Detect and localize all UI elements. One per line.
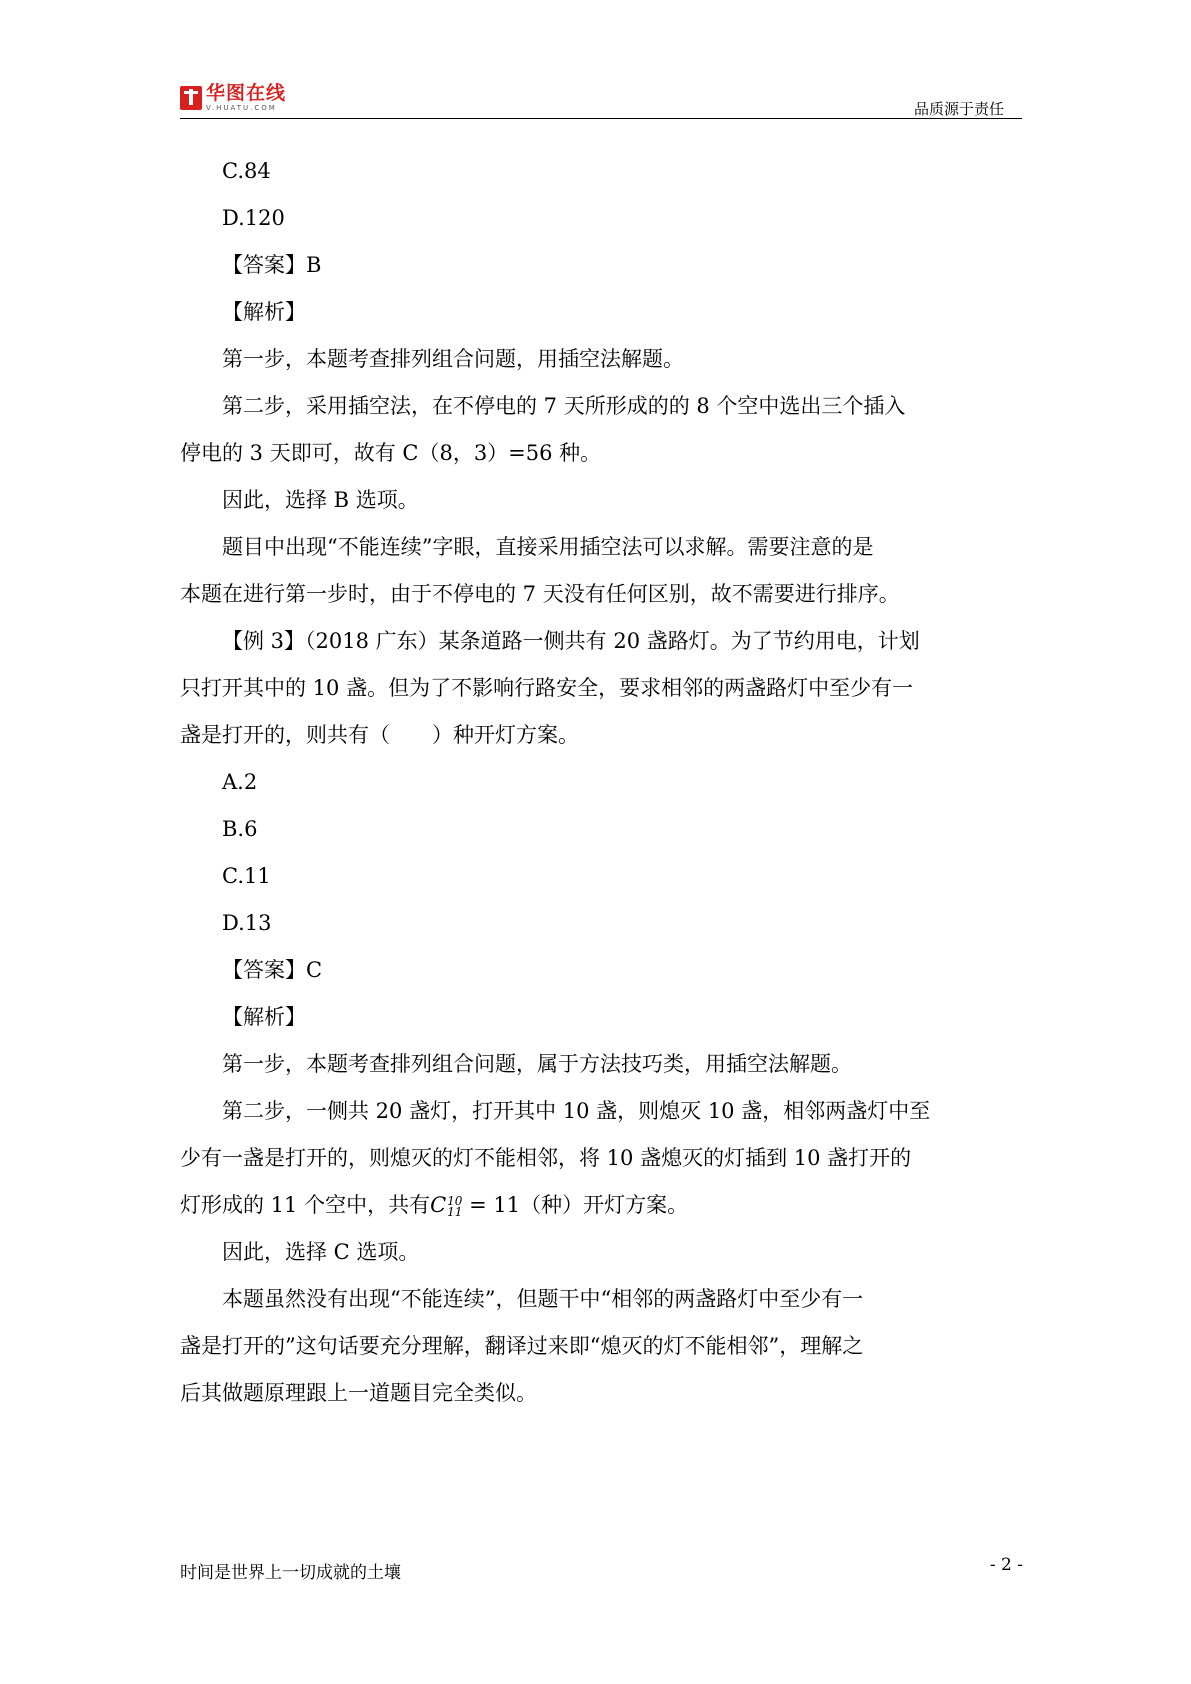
text-line: 第二步，采用插空法，在不停电的 7 天所形成的的 8 个空中选出三个插入 xyxy=(222,394,906,418)
text-line: 少有一盏是打开的，则熄灭的灯不能相邻，将 10 盏熄灭的灯插到 10 盏打开的 xyxy=(180,1146,912,1170)
text-line: 【答案】B xyxy=(222,253,322,277)
document-body xyxy=(180,148,1020,1417)
formula-after: （种）开灯方案。 xyxy=(520,1193,689,1217)
text-line: 因此，选择 B 选项。 xyxy=(222,488,419,512)
text-line: 第一步，本题考查排列组合问题，用插空法解题。 xyxy=(222,347,684,371)
logo-url: V.HUATU.COM xyxy=(206,104,277,112)
option-d: D.13 xyxy=(222,911,272,935)
footer-motto: 时间是世界上一切成就的土壤 xyxy=(180,1563,401,1583)
text-line: 第二步，一侧共 20 盏灯，打开其中 10 盏，则熄灭 10 盏，相邻两盏灯中至 xyxy=(222,1099,931,1123)
logo-name: 华图在线 xyxy=(206,82,287,104)
text-line: D.120 xyxy=(222,206,285,230)
formula-before: 灯形成的 11 个空中，共有 xyxy=(180,1193,431,1217)
text-line: C.84 xyxy=(222,159,271,183)
text-line: 只打开其中的 10 盏。但为了不影响行路安全，要求相邻的两盏路灯中至少有一 xyxy=(180,676,914,700)
formula-line xyxy=(180,1182,1020,1229)
formula-sub: 11 xyxy=(447,1204,463,1219)
combination-formula: C 10 11 = 11 xyxy=(430,1193,521,1219)
text-line: 题目中出现“不能连续”字眼，直接采用插空法可以求解。需要注意的是 xyxy=(222,535,874,559)
option-a: A.2 xyxy=(222,770,258,794)
page-number: - 2 - xyxy=(989,1555,1023,1575)
text-line: 因此，选择 C 选项。 xyxy=(222,1240,420,1264)
text-line: 【解析】 xyxy=(222,1005,306,1029)
option-c: C.11 xyxy=(222,864,271,888)
text-line: 【例 3】（2018 广东）某条道路一侧共有 20 盏路灯。为了节约用电，计划 xyxy=(222,629,920,653)
text-line: 本题在进行第一步时，由于不停电的 7 天没有任何区别，故不需要进行排序。 xyxy=(180,582,900,606)
formula-sup: 10 xyxy=(447,1193,463,1208)
page-header xyxy=(180,82,1022,119)
formula-eq: = 11 xyxy=(462,1193,521,1217)
text-line: 第一步，本题考查排列组合问题，属于方法技巧类，用插空法解题。 xyxy=(222,1052,852,1076)
option-b: B.6 xyxy=(222,817,258,841)
logo xyxy=(180,84,286,112)
logo-icon xyxy=(180,86,202,110)
text-line: 【解析】 xyxy=(222,300,306,324)
text-line: 本题虽然没有出现“不能连续”，但题干中“相邻的两盏路灯中至少有一 xyxy=(222,1287,864,1311)
text-line: 盏是打开的，则共有（ ）种开灯方案。 xyxy=(180,723,579,747)
text-line: 后其做题原理跟上一道题目完全类似。 xyxy=(180,1381,537,1405)
text-line: 停电的 3 天即可，故有 C（8，3）=56 种。 xyxy=(180,441,602,465)
text-line: 盏是打开的”这句话要充分理解，翻译过来即“熄灭的灯不能相邻”，理解之 xyxy=(180,1334,864,1358)
header-slogan: 品质源于责任 xyxy=(913,100,1004,118)
text-line: 【答案】C xyxy=(222,958,323,982)
